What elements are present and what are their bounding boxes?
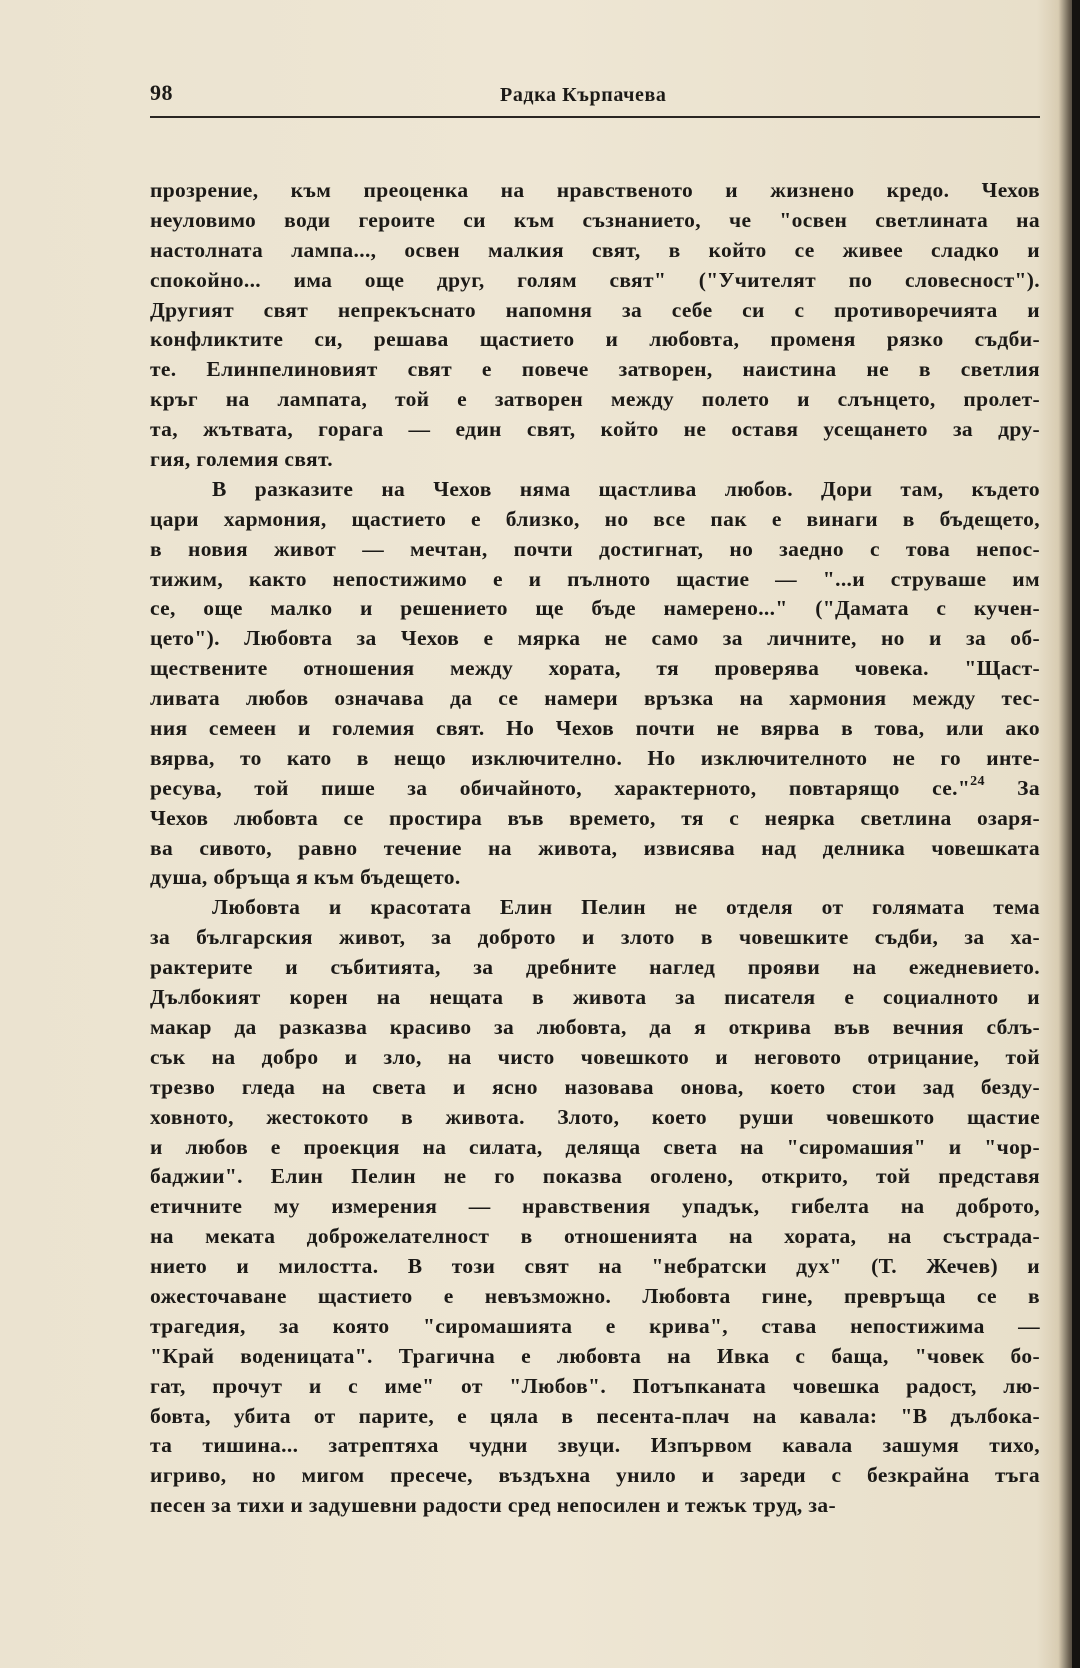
- text-line-content: в новия живот — мечтан, почти достигнат, но заедно с това непос-: [150, 536, 1040, 561]
- text-line-content: Любовта и красотата Елин Пелин не отделя от голямата тема: [212, 895, 1040, 920]
- text-line: [150, 1192, 1040, 1222]
- text-line: [150, 983, 1040, 1013]
- text-line: [150, 594, 1040, 624]
- page-edge-shadow: [1072, 0, 1080, 1668]
- text-line: [150, 1162, 1040, 1192]
- text-line-content: Другият свят непрекъснато напомня за себе си с противоречията и: [150, 297, 1040, 322]
- text-line-content: цари хармония, щастието е близко, но все пак е винаги в бъдещето,: [150, 506, 1040, 531]
- text-line-content: та, жътвата, горага — един свят, който не оставя усещането за дру-: [150, 417, 1040, 442]
- text-line: [150, 774, 1040, 804]
- text-line: [150, 475, 1040, 505]
- header-rule: [150, 116, 1040, 118]
- text-line: [150, 1372, 1040, 1402]
- text-line: [150, 236, 1040, 266]
- text-line-content: баджии". Елин Пелин не го показва оголено, открито, той представя: [150, 1164, 1040, 1189]
- text-line-content: те. Елинпелиновият свят е повече затворен, наистина не в светлия: [150, 357, 1040, 382]
- text-line-content: вярва, то като в нещо изключително. Но изключителното не го инте-: [150, 745, 1040, 770]
- text-line: [150, 1222, 1040, 1252]
- running-head: Радка Кърпачева: [500, 84, 667, 106]
- text-line-content: ва сивото, равно течение на живота, извисява над делника човешката: [150, 835, 1040, 860]
- text-line: [150, 1013, 1040, 1043]
- text-line-content: нието и милостта. В този свят на "небратски дух" (Т. Жечев) и: [150, 1254, 1040, 1279]
- text-line-content: цето"). Любовта за Чехов е мярка не само за личните, но и за об-: [150, 626, 1040, 651]
- text-line-content: настолната лампа..., освен малкия свят, в който се живее сладко и: [150, 237, 1040, 262]
- text-line-content: сък на добро и зло, на чисто човешкото и неговото отрицание, той: [150, 1044, 1040, 1069]
- text-line-content: гия, големия свят.: [150, 447, 333, 472]
- text-line-content: Дълбокият корен на нещата в живота за писателя е социалното и: [150, 985, 1040, 1010]
- text-line: [150, 923, 1040, 953]
- text-line-content: конфликтите си, решава щастието и любовта, променя рязко съдби-: [150, 327, 1040, 352]
- text-line-content: се, още малко и решението ще бъде намерено..." ("Дамата с кучен-: [150, 596, 1040, 621]
- text-line-content: рактерите и събитията, за дребните наглед прояви на ежедневието.: [150, 955, 1040, 980]
- text-line-content: душа, обръща я към бъдещето.: [150, 865, 461, 890]
- text-line-content: за българския живот, за доброто и злото в човешките съдби, за ха-: [150, 925, 1040, 950]
- text-line: [150, 385, 1040, 415]
- text-line-content: ния семеен и големия свят. Но Чехов почти не вярва в това, или ако: [150, 716, 1040, 741]
- text-line-content: ществените отношения между хората, тя проверява човека. "Щаст-: [150, 656, 1040, 681]
- text-line-content: "Край воденицата". Трагична е любовта на Ивка с баща, "човек бо-: [150, 1343, 1040, 1368]
- text-line-content: игриво, но мигом пресече, въздъхна унило и зареди с безкрайна тъга: [150, 1463, 1040, 1488]
- text-line: [150, 415, 1040, 445]
- text-line-content: макар да разказва красиво за любовта, да я открива във вечния сблъ-: [150, 1014, 1040, 1039]
- text-line: [150, 355, 1040, 385]
- text-line: [150, 624, 1040, 654]
- text-line: [150, 266, 1040, 296]
- text-line-content: ресува, той пише за обичайното, характерното, повтарящо се.": [150, 775, 971, 800]
- text-line: [150, 863, 1040, 893]
- text-line: [150, 1133, 1040, 1163]
- text-line: [150, 505, 1040, 535]
- text-line: [150, 1282, 1040, 1312]
- text-line-content: трагедия, за която "сиромашията е крива", става непостижима —: [150, 1313, 1040, 1338]
- body-text: [150, 176, 1040, 1521]
- text-line-content: В разказите на Чехов няма щастлива любов. Дори там, където: [212, 476, 1040, 501]
- text-line-content: Чехов любовта се простира във времето, тя с неярка светлина озаря-: [150, 805, 1040, 830]
- text-line: [150, 1461, 1040, 1491]
- text-line-content: спокойно... има още друг, голям свят" ("Учителят по словесност").: [150, 267, 1040, 292]
- text-line-content: кръг на лампата, той е затворен между полето и слънцето, пролет-: [150, 387, 1040, 412]
- text-line: [150, 445, 1040, 475]
- text-line: [150, 744, 1040, 774]
- text-line: [150, 804, 1040, 834]
- text-line: [150, 1073, 1040, 1103]
- text-line: [150, 1342, 1040, 1372]
- text-line: [150, 325, 1040, 355]
- text-line: [150, 1043, 1040, 1073]
- text-line: [150, 654, 1040, 684]
- text-line: [150, 1103, 1040, 1133]
- page-number: 98: [150, 80, 173, 105]
- text-line: [150, 834, 1040, 864]
- text-line: [150, 893, 1040, 923]
- text-line: [150, 1431, 1040, 1461]
- text-line-content: трезво гледа на света и ясно назовава онова, което стои зад безду-: [150, 1074, 1040, 1099]
- text-line: [150, 1252, 1040, 1282]
- text-line: [150, 1491, 1040, 1521]
- text-line: [150, 953, 1040, 983]
- text-line-content: гат, прочут и с име" от "Любов". Потъпканата човешка радост, лю-: [150, 1373, 1040, 1398]
- text-line: [150, 565, 1040, 595]
- text-line-content: на меката доброжелателност в отношенията на хората, на състрада-: [150, 1224, 1040, 1249]
- text-line-continuation: За: [984, 775, 1040, 800]
- text-line-content: неуловимо води героите си към съзнанието, че "освен светлината на: [150, 207, 1040, 232]
- text-line-content: и любов е проекция на силата, деляща света на "сиромашия" и "чор-: [150, 1134, 1040, 1159]
- text-line-content: тижим, както непостижимо е и пълното щастие — "...и струваше им: [150, 566, 1040, 591]
- text-line-content: ожесточаване щастието е невъзможно. Любовта гине, превръща се в: [150, 1283, 1040, 1308]
- text-line: [150, 684, 1040, 714]
- text-line-content: етичните му измерения — нравствения упадък, гибелта на доброто,: [150, 1194, 1040, 1219]
- text-line: [150, 1312, 1040, 1342]
- text-line-content: та тишина... затрептяха чудни звуци. Изпървом кавала зашумя тихо,: [150, 1433, 1040, 1458]
- text-line: [150, 1402, 1040, 1432]
- footnote-marker: 24: [970, 773, 985, 789]
- text-line-content: прозрение, към преоценка на нравственото и жизнено кредо. Чехов: [150, 178, 1040, 202]
- text-line-content: бовта, убита от парите, е цяла в песента-плач на кавала: "В дълбока-: [150, 1403, 1040, 1428]
- text-line-content: ховното, жестокото в живота. Злото, което руши човешкото щастие: [150, 1104, 1040, 1129]
- text-line: [150, 714, 1040, 744]
- text-line: [150, 535, 1040, 565]
- text-line-content: ливата любов означава да се намери връзка на хармония между тес-: [150, 686, 1040, 711]
- text-line-content: песен за тихи и задушевни радости сред непосилен и тежък труд, за-: [150, 1493, 836, 1518]
- text-line: [150, 176, 1040, 206]
- text-line: [150, 296, 1040, 326]
- text-line: [150, 206, 1040, 236]
